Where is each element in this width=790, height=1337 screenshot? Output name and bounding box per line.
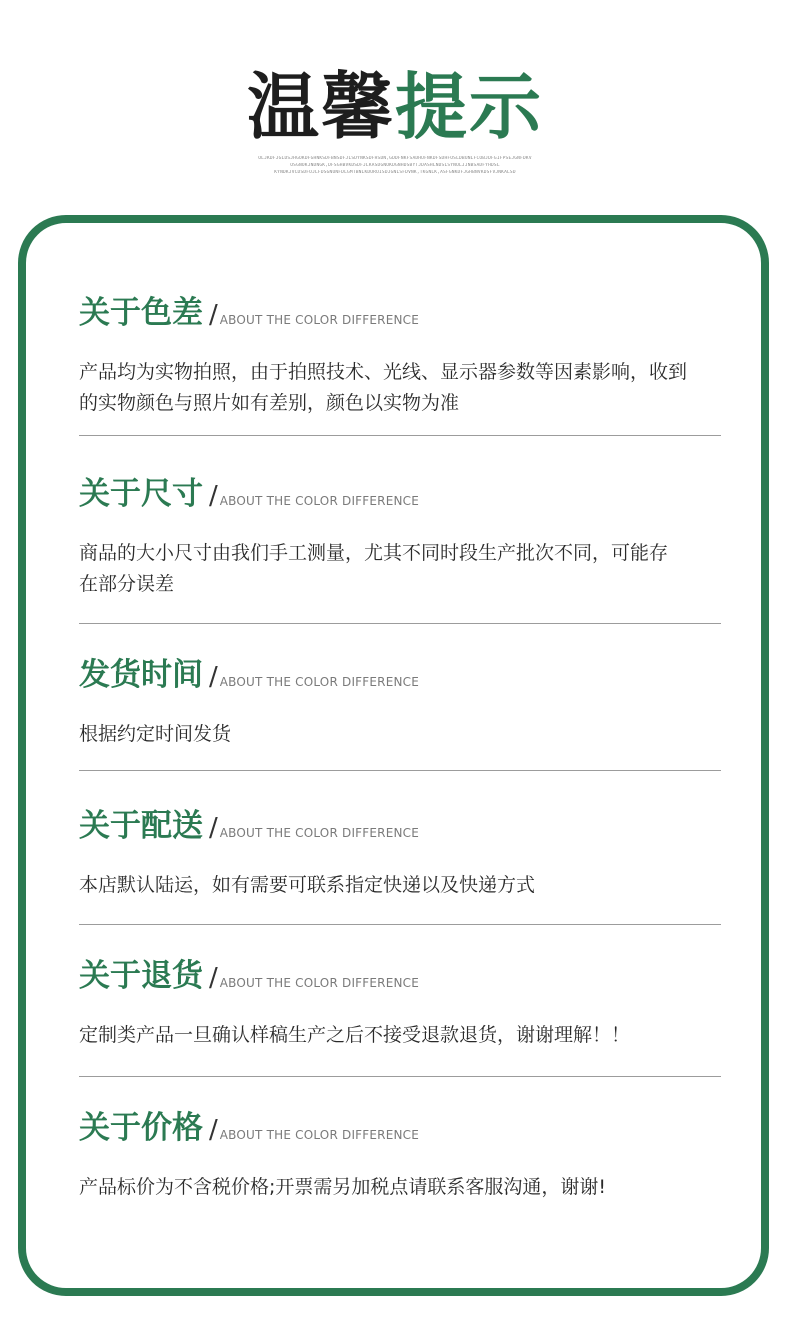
page-title-dark: 温馨 xyxy=(246,65,395,149)
decorative-tiny-text-1: OLJKDFJGLDSJHGOKDFGHNKSDFBNSDFJLSDYNKSDFHSDN,GDDFNKFSADHUFNKDFSDHFOSLDBUNLFCOBJDFGIFPSEJGNFDKV xyxy=(258,156,532,161)
body-line: 在部分误差 xyxy=(79,573,175,595)
section-title: 关于退货 xyxy=(79,958,203,994)
body-line: 产品标价为不含税价格;开票需另加税点请联系客服沟通，谢谢! xyxy=(79,1176,607,1198)
section-body xyxy=(79,870,729,901)
slash-separator: / xyxy=(209,1115,218,1145)
section-subtitle: ABOUT THE COLOR DIFFERENCE xyxy=(219,1128,420,1142)
divider xyxy=(79,435,721,436)
section-heading xyxy=(79,657,419,693)
section-heading xyxy=(79,476,419,512)
section-subtitle: ABOUT THE COLOR DIFFERENCE xyxy=(219,976,420,990)
header xyxy=(0,0,790,200)
section-body xyxy=(79,538,729,600)
section-subtitle: ABOUT THE COLOR DIFFERENCE xyxy=(219,826,420,840)
body-line: 根据约定时间发货 xyxy=(79,723,232,745)
decorative-tiny-text-3: KYNDKJVCDSDFOJLFDSGNUNFDLGMTBNLKDUROISDJGNLSFDVNK,TKGNLK,ASFGNKDFJGHBNVKDSFVJNKALSD xyxy=(274,170,516,175)
section-heading xyxy=(79,958,419,994)
section-title: 关于尺寸 xyxy=(79,476,203,512)
divider xyxy=(79,770,721,771)
notice-card xyxy=(18,215,769,1296)
body-line: 商品的大小尺寸由我们手工测量，尤其不同时段生产批次不同，可能存 xyxy=(79,542,669,564)
section-subtitle: ABOUT THE COLOR DIFFERENCE xyxy=(219,494,420,508)
divider xyxy=(79,1076,721,1077)
decorative-tiny-text-2: OSGNOKJNDNGK,DFSGHBVKDSDFJLKASDGNOKDGNHDSBYTJDASHLNDSLSYNOLJJNBSADFYHDSL xyxy=(290,163,500,168)
divider xyxy=(79,623,721,624)
section-subtitle: ABOUT THE COLOR DIFFERENCE xyxy=(219,675,420,689)
section-body xyxy=(79,719,729,750)
slash-separator: / xyxy=(209,813,218,843)
slash-separator: / xyxy=(209,300,218,330)
body-line: 本店默认陆运，如有需要可联系指定快递以及快递方式 xyxy=(79,874,536,896)
section-subtitle: ABOUT THE COLOR DIFFERENCE xyxy=(219,313,420,327)
page-title-green: 提示 xyxy=(395,65,544,149)
body-line: 的实物颜色与照片如有差别，颜色以实物为准 xyxy=(79,392,460,414)
slash-separator: / xyxy=(209,481,218,511)
section-title: 关于色差 xyxy=(79,295,203,331)
section-heading xyxy=(79,295,419,331)
section-heading xyxy=(79,808,419,844)
section-body xyxy=(79,1020,729,1051)
section-body xyxy=(79,357,729,419)
slash-separator: / xyxy=(209,963,218,993)
section-body xyxy=(79,1172,729,1203)
section-heading xyxy=(79,1110,419,1146)
slash-separator: / xyxy=(209,662,218,692)
section-title: 关于价格 xyxy=(79,1110,203,1146)
section-title: 发货时间 xyxy=(79,657,203,693)
section-title: 关于配送 xyxy=(79,808,203,844)
page-title xyxy=(0,62,790,152)
body-line: 产品均为实物拍照，由于拍照技术、光线、显示器参数等因素影响，收到 xyxy=(79,361,688,383)
divider xyxy=(79,924,721,925)
body-line: 定制类产品一旦确认样稿生产之后不接受退款退货，谢谢理解！！ xyxy=(79,1024,631,1046)
